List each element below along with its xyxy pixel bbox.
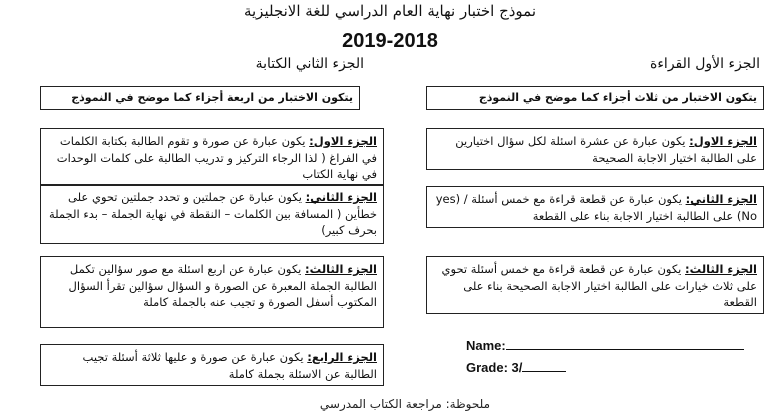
writing-part1-box: [40, 128, 384, 186]
reading-part1-box: [426, 128, 764, 170]
writing-heading: الجزء الثاني الكتابة: [255, 56, 364, 72]
writing-part3-text: يكون عبارة عن اربع اسئلة مع صور سؤالين تكمل الطالبة الجملة المعبرة عن الصورة و السؤال سؤالين تقرأ السؤال المكتوب أسفل الصورة و تجيب عنه بالجملة كاملة: [68, 262, 377, 310]
footer-note: ملحوظة: مراجعة الكتاب المدرسي: [319, 397, 490, 411]
reading-intro-box: يتكون الاختبار من ثلاث أجزاء كما موضح في النموذج: [426, 86, 764, 110]
reading-part1-label: الجزء الاول:: [689, 134, 757, 148]
writing-part2-text: يكون عبارة عن جملتين و تحدد جملتين تحوي على خطأين ( المسافة بين الكلمات – النقطة في نهاية الجملة – بدء الجملة بحرف كبير): [48, 190, 377, 238]
writing-part3-box: [40, 256, 384, 328]
reading-part3-text: يكون عبارة عن قطعة قراءة مع خمس أسئلة تحوي على ثلاث خيارات على الطالبة اختيار الاجابة الصحيحة بناء على القطعة: [441, 262, 757, 310]
exam-title: نموذج اختبار نهاية العام الدراسي للغة الانجليزية: [243, 2, 537, 20]
student-grade-field: [466, 360, 566, 375]
reading-part3-box: [426, 256, 764, 314]
writing-part4-text: يكون عبارة عن صورة و عليها ثلاثة أسئلة تجيب الطالبة عن الاسئلة بجملة كاملة: [82, 350, 377, 381]
reading-part2-label: الجزء الثاني:: [685, 192, 757, 206]
academic-year: 2019-2018: [342, 30, 438, 52]
writing-part3-label: الجزء الثالث:: [305, 262, 377, 276]
reading-heading: الجزء الأول القراءة: [650, 56, 760, 72]
reading-part2-text: يكون عبارة عن قطعة قراءة مع خمس أسئلة / yes) (No على الطالبة اختيار الاجابة بناء على القطعة: [435, 192, 757, 223]
writing-intro-box: يتكون الاختبار من اربعة أجزاء كما موضح في النموذج: [40, 86, 360, 110]
reading-part2-box: [426, 186, 764, 228]
writing-part4-box: [40, 344, 384, 386]
writing-part1-label: الجزء الاول:: [309, 134, 377, 148]
student-grade-blank: [522, 371, 566, 372]
reading-part3-label: الجزء الثالث:: [685, 262, 757, 276]
student-name-blank: [506, 349, 744, 350]
writing-part1-text: يكون عبارة عن صورة و تقوم الطالبة بكتابة الكلمات في الفراغ ( لذا الرجاء التركيز و تدريب الطالبة على كلمات الوحدات في نهاية الكتاب: [56, 134, 377, 182]
writing-part4-label: الجزء الرابع:: [307, 350, 377, 364]
writing-part2-box: [40, 184, 384, 244]
student-name-label: Name:: [466, 338, 506, 353]
reading-part1-text: يكون عبارة عن عشرة اسئلة لكل سؤال اختيارين على الطالبة اختيار الاجابة الصحيحة: [455, 134, 757, 165]
student-name-field: [466, 338, 744, 353]
writing-part2-label: الجزء الثاني:: [305, 190, 377, 204]
student-grade-label: Grade: 3/: [466, 360, 523, 375]
